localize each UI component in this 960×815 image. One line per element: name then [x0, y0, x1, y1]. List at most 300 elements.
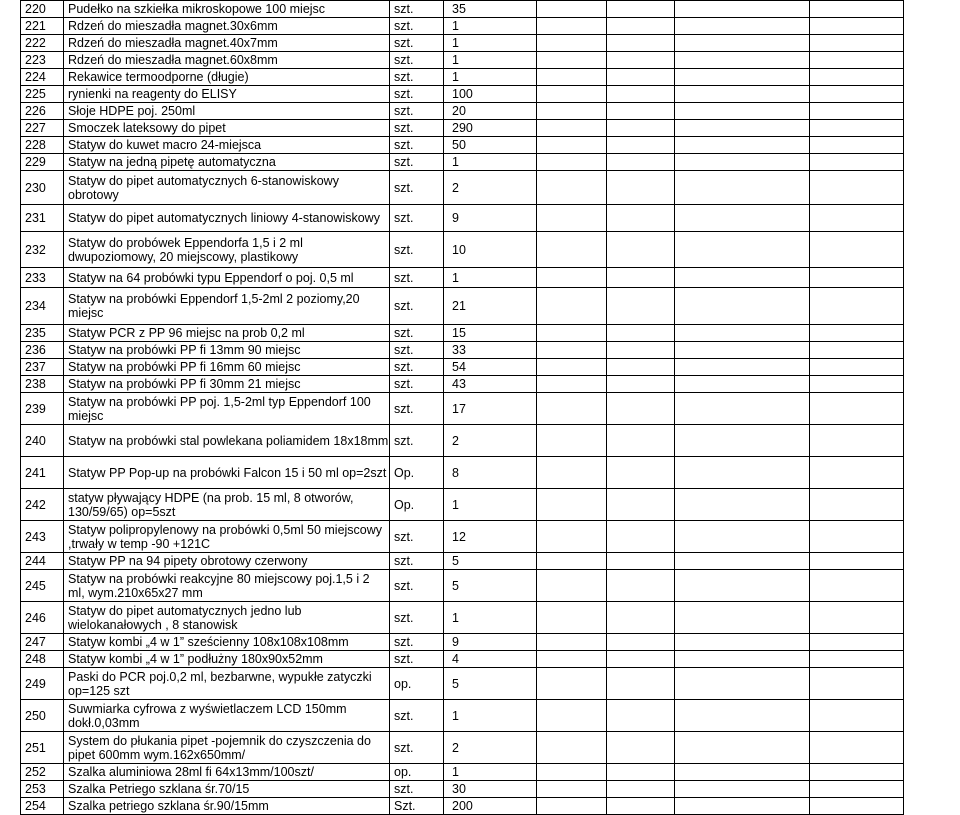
empty-cell [607, 154, 675, 171]
item-name: Statyw na probówki PP fi 30mm 21 miejsc [64, 376, 390, 393]
empty-cell [675, 393, 810, 425]
empty-cell [607, 35, 675, 52]
unit-cell: szt. [390, 553, 444, 570]
empty-cell [810, 732, 904, 764]
row-number: 220 [21, 1, 64, 18]
table-row [21, 651, 904, 668]
empty-cell [537, 103, 607, 120]
table-row [21, 570, 904, 602]
empty-cell [607, 137, 675, 154]
row-number: 247 [21, 634, 64, 651]
empty-cell [607, 359, 675, 376]
item-name: Statyw do kuwet macro 24-miejsca [64, 137, 390, 154]
empty-cell [675, 325, 810, 342]
empty-cell [537, 425, 607, 457]
unit-cell: szt. [390, 651, 444, 668]
unit-cell: Szt. [390, 798, 444, 815]
quantity-cell: 2 [444, 171, 537, 205]
table-row [21, 634, 904, 651]
empty-cell [675, 137, 810, 154]
empty-cell [607, 457, 675, 489]
table-row [21, 86, 904, 103]
empty-cell [537, 325, 607, 342]
unit-cell: szt. [390, 103, 444, 120]
unit-cell: szt. [390, 288, 444, 325]
empty-cell [675, 18, 810, 35]
empty-cell [810, 154, 904, 171]
unit-cell: szt. [390, 18, 444, 35]
quantity-cell: 2 [444, 732, 537, 764]
quantity-cell: 17 [444, 393, 537, 425]
item-name: Statyw na probówki PP fi 13mm 90 miejsc [64, 342, 390, 359]
table-row [21, 359, 904, 376]
row-number: 253 [21, 781, 64, 798]
empty-cell [607, 232, 675, 268]
unit-cell: szt. [390, 120, 444, 137]
unit-cell: op. [390, 764, 444, 781]
empty-cell [607, 342, 675, 359]
empty-cell [675, 764, 810, 781]
empty-cell [537, 288, 607, 325]
empty-cell [537, 52, 607, 69]
item-name: System do płukania pipet -pojemnik do czyszczenia do pipet 600mm wym.162x650mm/ [64, 732, 390, 764]
row-number: 227 [21, 120, 64, 137]
table-row [21, 1, 904, 18]
empty-cell [607, 86, 675, 103]
empty-cell [810, 35, 904, 52]
empty-cell [537, 781, 607, 798]
empty-cell [810, 376, 904, 393]
empty-cell [537, 651, 607, 668]
empty-cell [537, 69, 607, 86]
empty-cell [675, 602, 810, 634]
empty-cell [537, 1, 607, 18]
empty-cell [675, 103, 810, 120]
unit-cell: szt. [390, 602, 444, 634]
item-name: Statyw PP Pop-up na probówki Falcon 15 i 50 ml op=2szt [64, 457, 390, 489]
empty-cell [537, 342, 607, 359]
item-name: Statyw do pipet automatycznych 6-stanowiskowy obrotowy [64, 171, 390, 205]
empty-cell [810, 18, 904, 35]
quantity-cell: 21 [444, 288, 537, 325]
table-row [21, 700, 904, 732]
empty-cell [810, 69, 904, 86]
empty-cell [537, 86, 607, 103]
item-name: Statyw na probówki Eppendorf 1,5-2ml 2 poziomy,20 miejsc [64, 288, 390, 325]
item-name: Statyw PP na 94 pipety obrotowy czerwony [64, 553, 390, 570]
item-name: Statyw na 64 probówki typu Eppendorf o poj. 0,5 ml [64, 268, 390, 288]
empty-cell [810, 700, 904, 732]
unit-cell: szt. [390, 205, 444, 232]
row-number: 229 [21, 154, 64, 171]
quantity-cell: 1 [444, 602, 537, 634]
empty-cell [675, 668, 810, 700]
unit-cell: szt. [390, 781, 444, 798]
row-number: 246 [21, 602, 64, 634]
empty-cell [675, 521, 810, 553]
empty-cell [675, 376, 810, 393]
unit-cell: szt. [390, 342, 444, 359]
empty-cell [607, 798, 675, 815]
empty-cell [607, 325, 675, 342]
empty-cell [810, 764, 904, 781]
empty-cell [537, 700, 607, 732]
row-number: 232 [21, 232, 64, 268]
item-name: Szalka aluminiowa 28ml fi 64x13mm/100szt/ [64, 764, 390, 781]
quantity-cell: 30 [444, 781, 537, 798]
quantity-cell: 2 [444, 425, 537, 457]
empty-cell [810, 232, 904, 268]
unit-cell: szt. [390, 69, 444, 86]
row-number: 226 [21, 103, 64, 120]
empty-cell [537, 570, 607, 602]
empty-cell [675, 732, 810, 764]
quantity-cell: 100 [444, 86, 537, 103]
empty-cell [537, 798, 607, 815]
empty-cell [537, 732, 607, 764]
table-row [21, 154, 904, 171]
item-name: Paski do PCR poj.0,2 ml, bezbarwne, wypukłe zatyczki op=125 szt [64, 668, 390, 700]
table-row [21, 457, 904, 489]
empty-cell [675, 359, 810, 376]
row-number: 250 [21, 700, 64, 732]
empty-cell [675, 86, 810, 103]
unit-cell: szt. [390, 325, 444, 342]
empty-cell [810, 393, 904, 425]
quantity-cell: 43 [444, 376, 537, 393]
item-name: Statyw na probówki PP fi 16mm 60 miejsc [64, 359, 390, 376]
empty-cell [537, 393, 607, 425]
table-row [21, 781, 904, 798]
table-row [21, 602, 904, 634]
row-number: 228 [21, 137, 64, 154]
row-number: 243 [21, 521, 64, 553]
table-row [21, 393, 904, 425]
empty-cell [810, 798, 904, 815]
empty-cell [537, 359, 607, 376]
empty-cell [537, 521, 607, 553]
empty-cell [607, 393, 675, 425]
empty-cell [537, 120, 607, 137]
row-number: 237 [21, 359, 64, 376]
quantity-cell: 54 [444, 359, 537, 376]
empty-cell [810, 268, 904, 288]
empty-cell [810, 553, 904, 570]
row-number: 245 [21, 570, 64, 602]
quantity-cell: 10 [444, 232, 537, 268]
quantity-cell: 50 [444, 137, 537, 154]
row-number: 251 [21, 732, 64, 764]
empty-cell [810, 52, 904, 69]
item-name: Statyw na probówki PP poj. 1,5-2ml typ Eppendorf 100 miejsc [64, 393, 390, 425]
row-number: 230 [21, 171, 64, 205]
row-number: 242 [21, 489, 64, 521]
empty-cell [675, 120, 810, 137]
empty-cell [675, 1, 810, 18]
row-number: 233 [21, 268, 64, 288]
empty-cell [810, 521, 904, 553]
table-row [21, 489, 904, 521]
empty-cell [810, 205, 904, 232]
empty-cell [675, 69, 810, 86]
empty-cell [537, 634, 607, 651]
empty-cell [810, 781, 904, 798]
empty-cell [675, 268, 810, 288]
item-name: Pudełko na szkiełka mikroskopowe 100 miejsc [64, 1, 390, 18]
empty-cell [810, 288, 904, 325]
item-name: Suwmiarka cyfrowa z wyświetlaczem LCD 150mm dokł.0,03mm [64, 700, 390, 732]
quantity-cell: 15 [444, 325, 537, 342]
table-row [21, 325, 904, 342]
table-row [21, 553, 904, 570]
row-number: 225 [21, 86, 64, 103]
empty-cell [537, 205, 607, 232]
empty-cell [607, 376, 675, 393]
table-row [21, 288, 904, 325]
row-number: 254 [21, 798, 64, 815]
empty-cell [675, 288, 810, 325]
empty-cell [675, 553, 810, 570]
empty-cell [810, 171, 904, 205]
empty-cell [675, 634, 810, 651]
quantity-cell: 1 [444, 700, 537, 732]
quantity-cell: 1 [444, 489, 537, 521]
empty-cell [607, 781, 675, 798]
table-row [21, 69, 904, 86]
table-row [21, 232, 904, 268]
item-name: Statyw do pipet automatycznych jedno lub wielokanałowych , 8 stanowisk [64, 602, 390, 634]
item-name: Szalka petriego szklana śr.90/15mm [64, 798, 390, 815]
empty-cell [607, 103, 675, 120]
row-number: 236 [21, 342, 64, 359]
item-name: Statyw kombi „4 w 1” podłużny 180x90x52mm [64, 651, 390, 668]
row-number: 241 [21, 457, 64, 489]
empty-cell [810, 602, 904, 634]
empty-cell [607, 18, 675, 35]
empty-cell [810, 651, 904, 668]
quantity-cell: 9 [444, 205, 537, 232]
quantity-cell: 1 [444, 69, 537, 86]
empty-cell [537, 154, 607, 171]
unit-cell: Op. [390, 457, 444, 489]
quantity-cell: 1 [444, 154, 537, 171]
empty-cell [607, 570, 675, 602]
table-row [21, 120, 904, 137]
unit-cell: szt. [390, 232, 444, 268]
item-name: Rekawice termoodporne (długie) [64, 69, 390, 86]
empty-cell [537, 764, 607, 781]
empty-cell [675, 489, 810, 521]
quantity-cell: 20 [444, 103, 537, 120]
quantity-cell: 290 [444, 120, 537, 137]
empty-cell [675, 52, 810, 69]
quantity-cell: 1 [444, 35, 537, 52]
table-row [21, 521, 904, 553]
unit-cell: szt. [390, 393, 444, 425]
unit-cell: szt. [390, 359, 444, 376]
row-number: 222 [21, 35, 64, 52]
empty-cell [607, 651, 675, 668]
unit-cell: szt. [390, 376, 444, 393]
empty-cell [675, 205, 810, 232]
table-row [21, 376, 904, 393]
empty-cell [675, 570, 810, 602]
item-name: Statyw kombi „4 w 1” sześcienny 108x108x108mm [64, 634, 390, 651]
unit-cell: szt. [390, 86, 444, 103]
empty-cell [675, 342, 810, 359]
unit-cell: szt. [390, 35, 444, 52]
quantity-cell: 5 [444, 553, 537, 570]
unit-cell: szt. [390, 137, 444, 154]
item-name: statyw pływający HDPE (na prob. 15 ml, 8 otworów, 130/59/65) op=5szt [64, 489, 390, 521]
empty-cell [810, 120, 904, 137]
empty-cell [675, 651, 810, 668]
item-name: Smoczek lateksowy do pipet [64, 120, 390, 137]
empty-cell [607, 634, 675, 651]
empty-cell [607, 764, 675, 781]
empty-cell [537, 171, 607, 205]
item-name: Szalka Petriego szklana śr.70/15 [64, 781, 390, 798]
item-name: Statyw na probówki stal powlekana poliamidem 18x18mm [64, 425, 390, 457]
item-name: Rdzeń do mieszadła magnet.40x7mm [64, 35, 390, 52]
empty-cell [607, 205, 675, 232]
empty-cell [810, 1, 904, 18]
empty-cell [810, 457, 904, 489]
empty-cell [607, 668, 675, 700]
empty-cell [675, 171, 810, 205]
row-number: 221 [21, 18, 64, 35]
empty-cell [537, 602, 607, 634]
empty-cell [810, 325, 904, 342]
empty-cell [675, 425, 810, 457]
row-number: 248 [21, 651, 64, 668]
row-number: 252 [21, 764, 64, 781]
empty-cell [810, 342, 904, 359]
row-number: 239 [21, 393, 64, 425]
unit-cell: szt. [390, 521, 444, 553]
table-row [21, 342, 904, 359]
table-row [21, 732, 904, 764]
empty-cell [537, 668, 607, 700]
empty-cell [675, 232, 810, 268]
table-row [21, 18, 904, 35]
empty-cell [607, 69, 675, 86]
quantity-cell: 33 [444, 342, 537, 359]
row-number: 249 [21, 668, 64, 700]
empty-cell [607, 521, 675, 553]
table-row [21, 425, 904, 457]
table-row [21, 798, 904, 815]
row-number: 240 [21, 425, 64, 457]
empty-cell [675, 781, 810, 798]
empty-cell [607, 171, 675, 205]
unit-cell: szt. [390, 171, 444, 205]
row-number: 224 [21, 69, 64, 86]
unit-cell: szt. [390, 1, 444, 18]
empty-cell [675, 457, 810, 489]
empty-cell [607, 120, 675, 137]
row-number: 223 [21, 52, 64, 69]
empty-cell [537, 18, 607, 35]
empty-cell [810, 359, 904, 376]
quantity-cell: 1 [444, 52, 537, 69]
row-number: 231 [21, 205, 64, 232]
empty-cell [675, 798, 810, 815]
empty-cell [675, 35, 810, 52]
unit-cell: Op. [390, 489, 444, 521]
empty-cell [537, 457, 607, 489]
unit-cell: szt. [390, 425, 444, 457]
empty-cell [537, 137, 607, 154]
empty-cell [607, 52, 675, 69]
empty-cell [537, 489, 607, 521]
unit-cell: szt. [390, 732, 444, 764]
row-number: 235 [21, 325, 64, 342]
table-body [21, 1, 904, 815]
empty-cell [810, 668, 904, 700]
row-number: 244 [21, 553, 64, 570]
quantity-cell: 4 [444, 651, 537, 668]
row-number: 238 [21, 376, 64, 393]
item-name: rynienki na reagenty do ELISY [64, 86, 390, 103]
unit-cell: szt. [390, 634, 444, 651]
price-table [20, 0, 904, 815]
quantity-cell: 1 [444, 18, 537, 35]
table-row [21, 205, 904, 232]
empty-cell [537, 232, 607, 268]
empty-cell [810, 86, 904, 103]
empty-cell [607, 602, 675, 634]
empty-cell [675, 700, 810, 732]
empty-cell [537, 376, 607, 393]
table-row [21, 668, 904, 700]
item-name: Statyw na probówki reakcyjne 80 miejscowy poj.1,5 i 2 ml, wym.210x65x27 mm [64, 570, 390, 602]
unit-cell: szt. [390, 700, 444, 732]
table-row [21, 171, 904, 205]
table-row [21, 764, 904, 781]
item-name: Statyw PCR z PP 96 miejsc na prob 0,2 ml [64, 325, 390, 342]
empty-cell [810, 570, 904, 602]
empty-cell [537, 35, 607, 52]
empty-cell [810, 489, 904, 521]
empty-cell [537, 553, 607, 570]
item-name: Statyw do probówek Eppendorfa 1,5 i 2 ml dwupoziomowy, 20 miejscowy, plastikowy [64, 232, 390, 268]
unit-cell: szt. [390, 52, 444, 69]
quantity-cell: 35 [444, 1, 537, 18]
item-name: Statyw do pipet automatycznych liniowy 4-stanowiskowy [64, 205, 390, 232]
empty-cell [537, 268, 607, 288]
empty-cell [607, 489, 675, 521]
table-row [21, 103, 904, 120]
row-number: 234 [21, 288, 64, 325]
table-row [21, 52, 904, 69]
unit-cell: op. [390, 668, 444, 700]
empty-cell [675, 154, 810, 171]
quantity-cell: 12 [444, 521, 537, 553]
empty-cell [607, 268, 675, 288]
quantity-cell: 8 [444, 457, 537, 489]
quantity-cell: 1 [444, 764, 537, 781]
unit-cell: szt. [390, 154, 444, 171]
table-row [21, 137, 904, 154]
table-row [21, 268, 904, 288]
item-name: Statyw na jedną pipetę automatyczna [64, 154, 390, 171]
unit-cell: szt. [390, 570, 444, 602]
quantity-cell: 200 [444, 798, 537, 815]
item-name: Rdzeń do mieszadła magnet.60x8mm [64, 52, 390, 69]
quantity-cell: 5 [444, 570, 537, 602]
table-row [21, 35, 904, 52]
